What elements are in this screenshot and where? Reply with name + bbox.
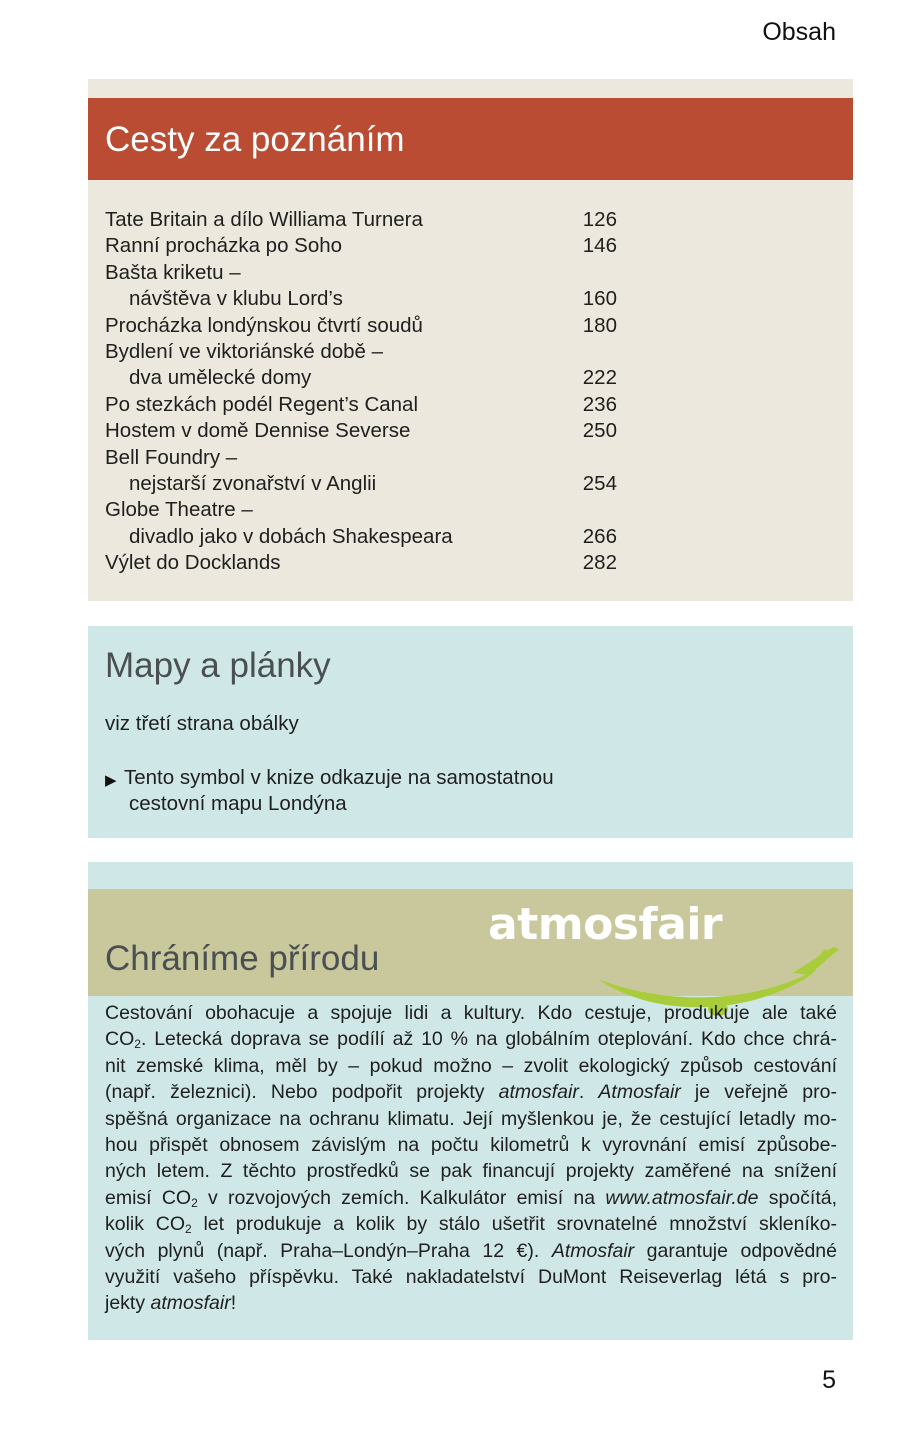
text-run: . Letecká doprava se podílí až 10 % na globálním oteplování. Kdo chce chrá- — [140, 1028, 837, 1051]
toc-entry-title: divadlo jako v dobách Shakespeara — [129, 524, 453, 548]
toc-entry — [105, 418, 625, 444]
toc-entry-title: Procházka londýnskou čtvrtí soudů — [105, 313, 423, 337]
body-line — [105, 1000, 837, 1026]
body-line — [105, 1132, 837, 1158]
text-run: v rozvojových zemích. Kalkulátor emisí na — [197, 1186, 606, 1209]
toc-entry — [105, 445, 625, 498]
section-prirodu — [88, 862, 853, 1340]
italic-text: Atmosfair — [551, 1239, 635, 1262]
page-number: 5 — [822, 1366, 836, 1394]
italic-text: atmosfair — [498, 1081, 579, 1104]
toc-entry-title: Výlet do Docklands — [105, 551, 281, 575]
toc-entry — [105, 260, 625, 313]
text-run: vých plynů (např. Praha–Londýn–Praha 12 €). — [105, 1239, 552, 1262]
section-cesty — [88, 79, 853, 601]
section-prirodu-title: Chráníme přírodu — [105, 939, 380, 978]
body-line — [105, 1026, 837, 1052]
section-mapy-title: Mapy a plánky — [105, 646, 331, 685]
text-run: let produkuje a kolik by stálo ušetřit srovnatelné množství skleníko- — [191, 1213, 837, 1236]
toc-entry-title: Tate Britain a dílo Williama Turnera — [105, 208, 423, 231]
text-run: ných letem. Z těchto prostředků se pak financují projekty zaměřené na snížení — [105, 1160, 837, 1183]
text-run: garantuje odpovědné — [634, 1239, 837, 1262]
text-run: využití vašeho příspěvku. Také nakladatelství DuMont Reiseverlag létá s pro- — [105, 1266, 837, 1289]
text-run: Cestování obohacuje a spojuje lidi a kultury. Kdo cestuje, produkuje ale také — [105, 1002, 837, 1024]
toc-entry-page: 250 — [582, 419, 617, 443]
text-run: nit zemské klima, měl by – pokud možno – zvolit ekologický způsob cestování — [105, 1054, 837, 1077]
body-line — [105, 1079, 837, 1105]
text-run: hou přispět obnosem závislým na počtu kilometrů k vyrovnání emisí způsobe- — [105, 1134, 837, 1157]
section-prirodu-body — [105, 1000, 837, 1317]
text-run: . — [578, 1081, 599, 1104]
toc-entry — [105, 313, 625, 339]
body-line — [105, 1106, 837, 1132]
italic-text: www.atmosfair.de — [605, 1186, 759, 1209]
toc-entry-title: Bašta kriketu – — [105, 260, 241, 284]
toc-list — [105, 207, 625, 577]
toc-entry-title: Globe Theatre – — [105, 498, 253, 522]
toc-entry-page: 126 — [582, 208, 617, 231]
text-run: (např. železnici). Nebo podpořit projekty — [105, 1081, 499, 1104]
toc-entry-page: 282 — [582, 551, 617, 575]
triangle-right-icon: ▶ — [105, 772, 117, 789]
toc-entry — [105, 392, 625, 418]
text-run: emisí CO — [105, 1186, 192, 1209]
toc-entry — [105, 550, 625, 576]
body-line — [105, 1158, 837, 1184]
text-run: CO — [105, 1028, 135, 1051]
toc-entry — [105, 233, 625, 259]
toc-entry-page: 254 — [582, 472, 617, 496]
section-cesty-title: Cesty za poznáním — [105, 120, 405, 159]
text-run: kolik CO — [105, 1213, 186, 1236]
map-note-line: cestovní mapu Londýna — [129, 792, 347, 816]
toc-entry — [105, 339, 625, 392]
toc-entry-title: Hostem v domě Dennise Severse — [105, 419, 411, 443]
text-run: spočítá, — [758, 1186, 837, 1209]
section-mapy — [88, 626, 853, 838]
section-prirodu-header-band — [88, 889, 853, 996]
toc-entry-title: Ranní procházka po Soho — [105, 234, 343, 258]
body-line — [105, 1264, 837, 1290]
toc-entry-title: dva umělecké domy — [129, 366, 312, 390]
body-line — [105, 1053, 837, 1079]
toc-entry-title: Bell Foundry – — [105, 445, 238, 469]
toc-entry-page: 266 — [582, 524, 617, 548]
toc-entry — [105, 497, 625, 550]
toc-entry-page: 160 — [582, 287, 617, 311]
toc-entry-page: 180 — [582, 313, 617, 337]
toc-entry-page: 146 — [582, 234, 617, 258]
text-run: spěšná organizace na ochranu klimatu. Její myšlenkou je, že cestující letadly mo- — [105, 1107, 837, 1130]
body-line — [105, 1238, 837, 1264]
map-note — [105, 765, 554, 818]
section-mapy-text: viz třetí strana obálky — [105, 712, 299, 735]
body-line — [105, 1211, 837, 1237]
italic-text: Atmosfair — [598, 1081, 681, 1104]
toc-entry-title: návštěva v klubu Lord’s — [129, 287, 343, 311]
atmosfair-logo: atmosfair — [488, 899, 723, 950]
body-line — [105, 1290, 837, 1316]
toc-entry-title: nejstarší zvonařství v Anglii — [129, 472, 377, 496]
map-note-line: Tento symbol v knize odkazuje na samostatnou — [124, 766, 554, 789]
italic-text: atmosfair — [150, 1292, 231, 1315]
section-cesty-header-band — [88, 98, 853, 180]
text-run: je veřejně pro- — [680, 1081, 837, 1104]
subscript: 2 — [191, 1195, 198, 1210]
toc-entry-page: 236 — [582, 392, 617, 416]
toc-entry-title: Bydlení ve viktoriánské době – — [105, 340, 384, 364]
toc-entry-title: Po stezkách podél Regent’s Canal — [105, 392, 419, 416]
body-line — [105, 1185, 837, 1211]
header-title: Obsah — [762, 18, 836, 46]
text-run: ! — [230, 1292, 237, 1315]
subscript: 2 — [185, 1222, 192, 1237]
toc-entry-page: 222 — [582, 366, 617, 390]
text-run: jekty — [105, 1292, 151, 1315]
toc-entry — [105, 207, 625, 233]
subscript: 2 — [134, 1037, 141, 1052]
